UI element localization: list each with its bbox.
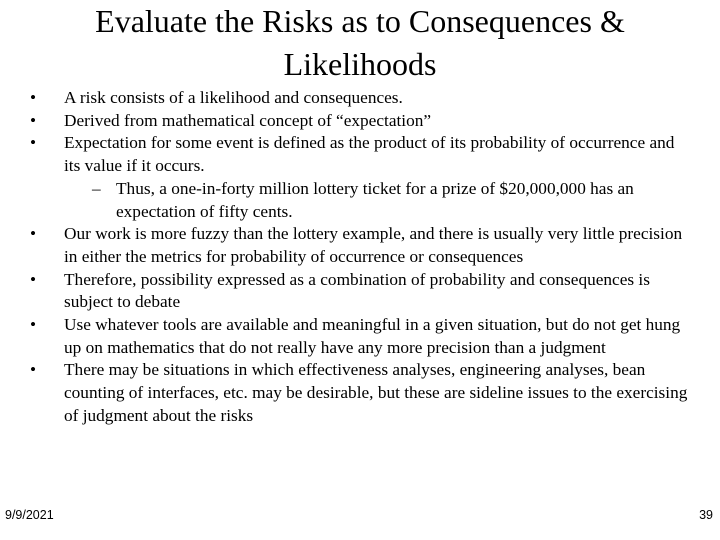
bullet-text: Therefore, possibility expressed as a combination of probability and consequences is subject to debate — [64, 269, 650, 312]
page-number: 39 — [699, 508, 713, 522]
bullet-text: Our work is more fuzzy than the lottery example, and there is usually very little precision in either the metrics for probability of occurrence or consequences — [64, 224, 683, 266]
bullet-text: A risk consists of a likelihood and consequences. — [64, 88, 403, 107]
bullet-dot: • — [30, 360, 37, 380]
bullet-dot: • — [30, 88, 37, 107]
bullet-item — [30, 223, 690, 268]
bullet-text: Use whatever tools are available and meaningful in a given situation, but do not get hung up on mathematics that do not really have any more precision than a judgment — [64, 315, 681, 357]
bullet-text: There may be situations in which effectiveness analyses, engineering analyses, bean counting of interfaces, etc. may be desirable, but these are sideline issues to the exercising of judgment about the risks — [64, 360, 688, 425]
sub-bullet-text: Thus, a one-in-forty million lottery ticket for a prize of $20,000,000 has an expectation of fifty cents. — [116, 178, 634, 221]
bullet-item — [30, 314, 690, 359]
bullet-text: Derived from mathematical concept of “expectation” — [64, 110, 432, 130]
bullet-dot: • — [30, 315, 37, 335]
bullet-text: Expectation for some event is defined as the product of its probability of occurrence and its value if it occurs. — [64, 133, 675, 176]
footer-date: 9/9/2021 — [5, 508, 54, 522]
sub-bullet-item — [30, 178, 690, 223]
bullet-dot: • — [30, 110, 37, 130]
bullet-list — [30, 87, 690, 428]
slide-title: Evaluate the Risks as to Consequences & Likelihoods — [95, 3, 625, 82]
bullet-item — [30, 132, 690, 177]
bullet-item — [30, 359, 690, 427]
bullet-dot: • — [30, 133, 37, 153]
sub-bullet-dash: – — [92, 178, 101, 198]
bullet-dot: • — [30, 224, 37, 244]
bullet-item — [30, 269, 690, 314]
bullet-dot: • — [30, 269, 37, 289]
bullet-item — [30, 87, 690, 110]
bullet-item — [30, 110, 690, 133]
